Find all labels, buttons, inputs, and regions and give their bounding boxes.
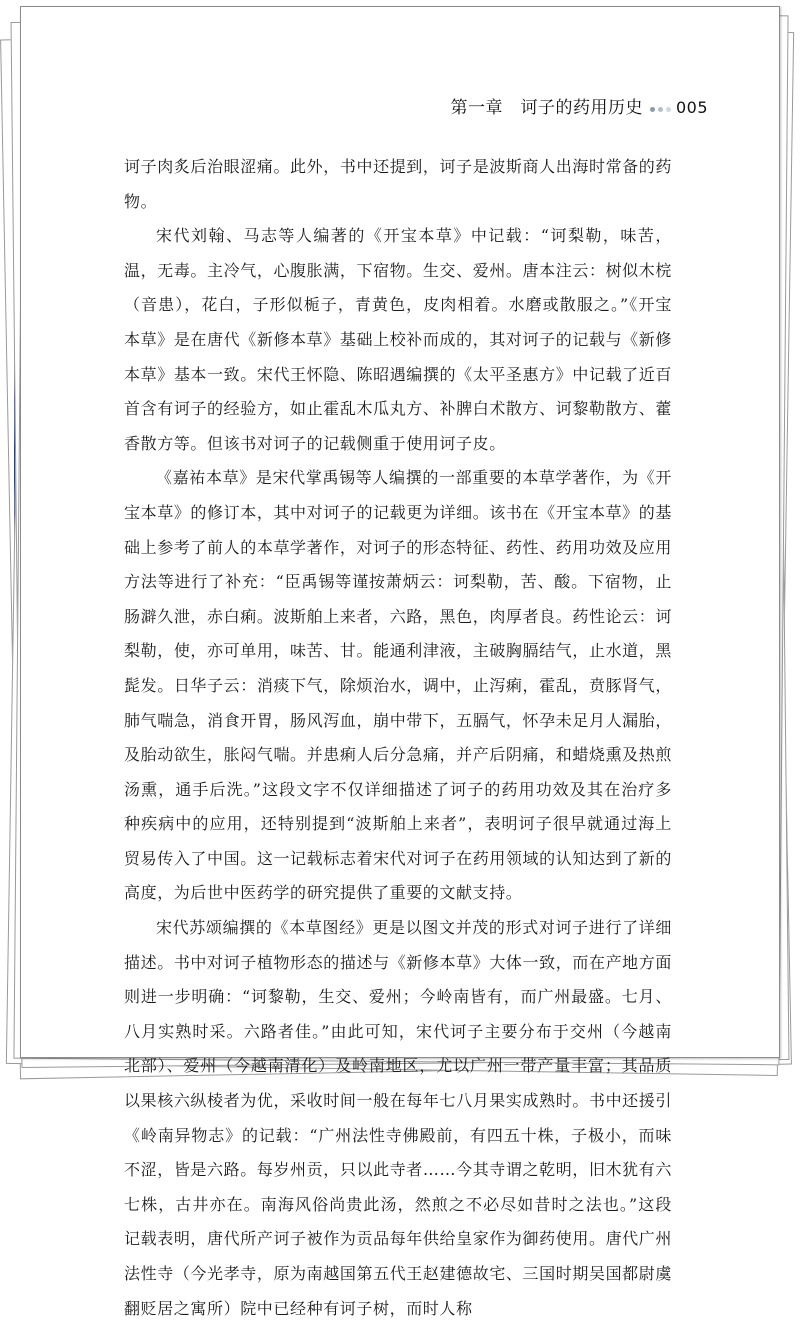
page-number: 005 [675, 98, 708, 117]
paragraph: 宋代刘翰、马志等人编著的《开宝本草》中记载：“诃梨勒，味苦，温，无毒。主冷气，心腹胀满，下宿物。生交、爱州。唐本注云：树似木梡（音患），花白，子形似栀子，青黄色，皮肉相着。水磨或散服之。”《开宝本草》是在唐代《新修本草》基础上校补而成的，其对诃子的记载与《新修本草》基本一致。宋代王怀隐、陈昭遇编撰的《太平圣惠方》中记载了近百首含有诃子的经验方，如止霍乱木瓜丸方、补脾白术散方、诃黎勒散方、藿香散方等。但该书对诃子的记载侧重于使用诃子皮。 [124, 226, 672, 453]
header-dots-ornament [649, 99, 673, 119]
paragraph: 《嘉祐本草》是宋代掌禹锡等人编撰的一部重要的本草学著作，为《开宝本草》的修订本，其中对诃子的记载更为详细。该书在《开宝本草》的基础上参考了前人的本草学著作，对诃子的形态特征、药性、药用功效及应用方法等进行了补充：“臣禹锡等谨按萧炳云：诃梨勒，苦、酸。下宿物，止肠澼久泄，赤白痢。波斯舶上来者，六路，黑色，肉厚者良。药性论云：诃梨勒，使，亦可单用，味苦、甘。能通利津液，主破胸膈结气，止水道，黑髭发。日华子云：消痰下气，除烦治水，调中，止泻痢，霍乱，贲豚肾气，肺气喘急，消食开胃，肠风泻血，崩中带下，五膈气，怀孕未足月人漏胎，及胎动欲生，胀闷气喘。并患痢人后分急痛，并产后阴痛，和蜡烧熏及热煎汤熏，通手后洗。”这段文字不仅详细描述了诃子的药用功效及其在治疗多种疾病中的应用，还特别提到“波斯舶上来者”，表明诃子很早就通过海上贸易传入了中国。这一记载标志着宋代对诃子在药用领域的认知达到了新的高度，为后世中医药学的研究提供了重要的文献支持。 [124, 468, 672, 903]
body-text [124, 150, 672, 1326]
running-header [450, 93, 708, 119]
paragraph: 诃子肉炙后治眼涩痛。此外，书中还提到，诃子是波斯商人出海时常备的药物。 [124, 157, 672, 211]
paragraph: 宋代苏颂编撰的《本草图经》更是以图文并茂的形式对诃子进行了详细描述。书中对诃子植物形态的描述与《新修本草》大体一致，而在产地方面则进一步明确：“诃黎勒，生交、爱州；今岭南皆有，而广州最盛。七月、八月实熟时采。六路者佳。”由此可知，宋代诃子主要分布于交州（今越南北部）、爱州（今越南清化）及岭南地区，尤以广州一带产量丰富；其品质以果核六纵棱者为优，采收时间一般在每年七八月果实成熟时。书中还援引《岭南异物志》的记载：“广州法性寺佛殿前，有四五十株，子极小，而味不涩，皆是六路。每岁州贡，只以此寺者……今其寺谓之乾明，旧木犹有六七株，古井亦在。南海风俗尚贵此汤，然煎之不必尽如昔时之法也。”这段记载表明，唐代所产诃子被作为贡品每年供给皇家作为御药使用。唐代广州法性寺（今光孝寺，原为南越国第五代王赵建德故宅、三国时期吴国都尉虞翻贬居之寓所）院中已经种有诃子树，而时人称 [124, 918, 672, 1318]
chapter-title: 第一章 诃子的药用历史 [450, 98, 643, 118]
